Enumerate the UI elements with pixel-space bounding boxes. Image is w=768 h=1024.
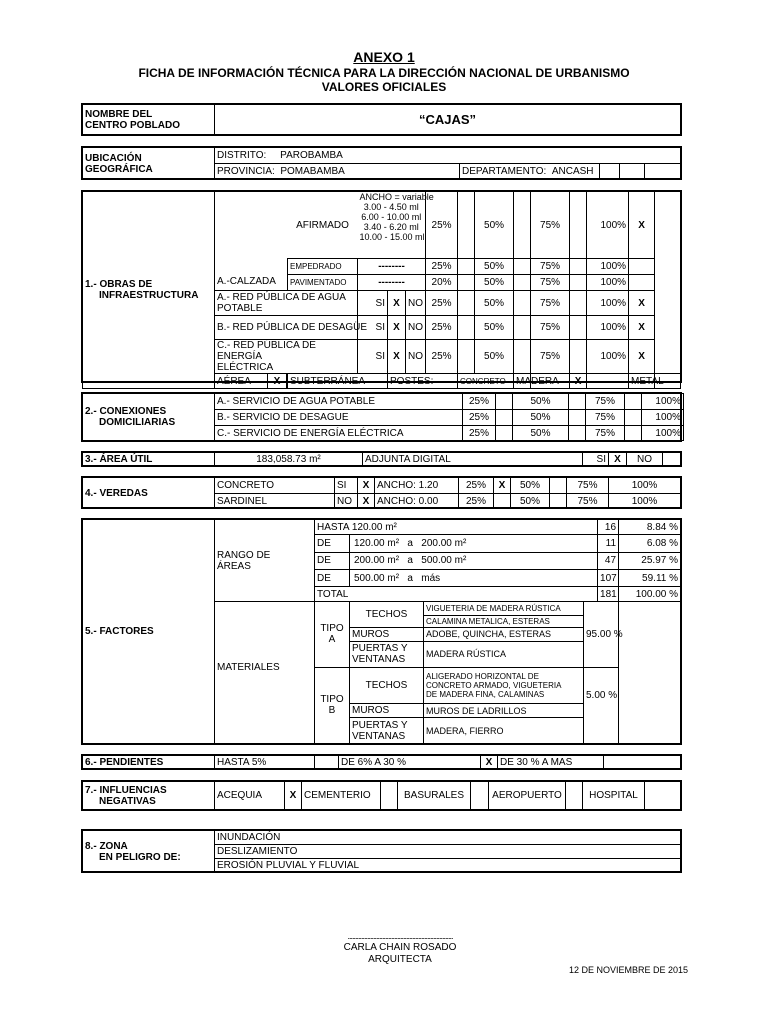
- influencias-border: [81, 780, 682, 811]
- signature-role: ARQUITECTA: [368, 954, 432, 965]
- pendientes-table: 6.- PENDIENTES HASTA 5% DE 6% A 30 % X DE 30 % A MAS: [82, 755, 681, 769]
- factores-border: [81, 518, 682, 745]
- energia-label: C.- RED PÚBLICA DE ENERGÍA ELÉCTRICA: [215, 340, 358, 374]
- centro-poblado-border: [81, 103, 682, 136]
- centro-poblado-label: NOMBRE DEL CENTRO POBLADO: [83, 105, 215, 135]
- rango-areas-label: RANGO DE ÁREAS: [215, 520, 315, 602]
- empedrado-label: EMPEDRADO: [288, 259, 358, 275]
- zona-label: 8.- ZONA EN PELIGRO DE:: [83, 831, 215, 873]
- afirmado-mark: X: [629, 192, 655, 259]
- signature-name: CARLA CHAIN ROSADO: [343, 942, 457, 953]
- afirmado-label: AFIRMADO: [288, 192, 358, 259]
- form-title: FICHA DE INFORMACIÓN TÉCNICA PARA LA DIRECCIÓN NACIONAL DE URBANISMO: [138, 66, 630, 80]
- tipo-b-percent: 5.00 %: [584, 667, 619, 743]
- distrito-field: DISTRITO: PAROBAMBA: [215, 148, 681, 164]
- provincia-field: PROVINCIA: POMABAMBA: [215, 164, 460, 180]
- ubicacion-border: [81, 146, 682, 180]
- departamento-field: DEPARTAMENTO: ANCASH: [460, 164, 600, 180]
- document-date: 12 DE NOVIEMBRE DE 2015: [568, 965, 688, 975]
- ancho-spec: ANCHO = variable 3.00 - 4.50 ml 6.00 - 10.00 ml 3.40 - 6.20 ml 10.00 - 15.00 ml: [358, 192, 426, 259]
- veredas-border: [81, 476, 682, 509]
- centro-poblado-value: “CAJAS”: [215, 105, 681, 135]
- calzada-label: A.-CALZADA: [215, 192, 288, 291]
- obras-label: 1.- OBRAS DE INFRAESTRUCTURA: [83, 192, 215, 389]
- ubicacion-label: UBICACIÓN GEOGRÁFICA: [83, 148, 215, 180]
- pendientes-label: 6.- PENDIENTES: [83, 756, 215, 769]
- tipo-b-label: TIPO B: [315, 667, 350, 743]
- subterranea-label: SUBTERRÁNEA: [288, 374, 388, 389]
- tipo-a-label: TIPO A: [315, 602, 350, 667]
- area-util-value: 183,058.73 m²: [215, 453, 363, 466]
- area-util-border: [81, 451, 682, 467]
- zona-table: 8.- ZONA EN PELIGRO DE: INUNDACIÓN DESLIZAMIENTO EROSIÓN PLUVIAL Y FLUVIAL: [82, 830, 681, 873]
- obras-border: [81, 190, 682, 383]
- signature-line: ......................................................................: [347, 931, 453, 941]
- annex-title: ANEXO 1: [353, 49, 415, 65]
- conexiones-label: 2.- CONEXIONES DOMICILIARIAS: [83, 394, 215, 441]
- pavimentado-label: PAVIMENTADO: [288, 275, 358, 291]
- area-util-table: 3.- ÁREA ÚTIL 183,058.73 m² ADJUNTA DIGITAL SI X NO: [82, 452, 681, 466]
- agua-potable-label: A.- RED PÚBLICA DE AGUA POTABLE: [215, 291, 358, 316]
- area-util-label: 3.- ÁREA ÚTIL: [83, 453, 215, 466]
- factores-label: 5.- FACTORES: [83, 520, 215, 744]
- form-subtitle: VALORES OFICIALES: [321, 80, 447, 94]
- veredas-label: 4.- VEREDAS: [83, 478, 215, 509]
- obras-table: 1.- OBRAS DE INFRAESTRUCTURA A.-CALZADA AFIRMADO ANCHO = variable 3.00 - 4.50 ml 6.00 - 10.00 ml 3.40 - 6.20 ml 10.00 - 15.00 ml 25% 50% 75% 100% X EMPEDRADO -------- 25% 50% 75% 100% PAVIMENTADO -------- 20% 50% 75% 100% A.- RED PÚBLICA DE AGUA POTABLE SI X NO 25% 50% 75% 100% X B.- RED PÚBLICA DE DESAGÜE SI X NO 25% 50% 75% 100% X C.- RED PÚBLICA DE ENERGÍA ELÉCTRICA SI X NO 25% 50% 75% 100% X AÉREA X SUBTERRÁNEA POSTES: CONCRETO MADERA X METAL: [82, 191, 681, 389]
- conexiones-table: 2.- CONEXIONES DOMICILIARIAS A.- SERVICIO DE AGUA POTABLE 25% 50% 75% 100% B.- SERVICIO DE DESAGUE 25% 50% 75% 100% C.- SERVICIO DE ENERGÍA ELÉCTRICA 25% 50% 75% 100%: [82, 393, 684, 441]
- factores-table: 5.- FACTORES RANGO DE ÁREAS HASTA 120.00 m² 16 8.84 % DE 120.00 m² a 200.00 m² 11 6.08 % DE 200.00 m² a 500.00 m² 47 25.97 % DE 500.00 m² a más 107 59.11 % TOTAL 181 100.00 % MATERIALES TIPO A TECHOS VIGUETERIA DE MADERA RÚSTICA 95.00 % CALAMINA METALICA, ESTERAS MUROS ADOBE, QUINCHA, ESTERAS PUERTAS Y VENTANAS MADERA RÚSTICA TIPO B TECHOS ALIGERADO HORIZONTAL DE CONCRETO ARMADO, VIGUETERIA DE MADERA FINA, CALAMINAS 5.00 % MUROS MUROS DE LADRILLOS PUERTAS Y VENTANAS MADERA, FIERRO: [82, 519, 681, 744]
- tipo-a-percent: 95.00 %: [584, 602, 619, 667]
- veredas-table: 4.- VEREDAS CONCRETO SI X ANCHO: 1.20 25% X 50% 75% 100% SARDINEL NO X ANCHO: 0.00 25% 50% 75% 100%: [82, 477, 681, 509]
- influencias-label: 7.- INFLUENCIAS NEGATIVAS: [83, 782, 215, 810]
- materiales-label: MATERIALES: [215, 602, 315, 744]
- pendientes-border: [81, 754, 682, 770]
- conexiones-border: [81, 392, 682, 442]
- aerea-label: AÉREA: [217, 375, 251, 387]
- influencias-table: 7.- INFLUENCIAS NEGATIVAS ACEQUIA X CEMENTERIO BASURALES AEROPUERTO HOSPITAL: [82, 781, 681, 810]
- postes-label: POSTES:: [388, 374, 458, 389]
- desague-label: B.- RED PÚBLICA DE DESAGÜE: [215, 316, 358, 340]
- zona-border: [81, 829, 682, 873]
